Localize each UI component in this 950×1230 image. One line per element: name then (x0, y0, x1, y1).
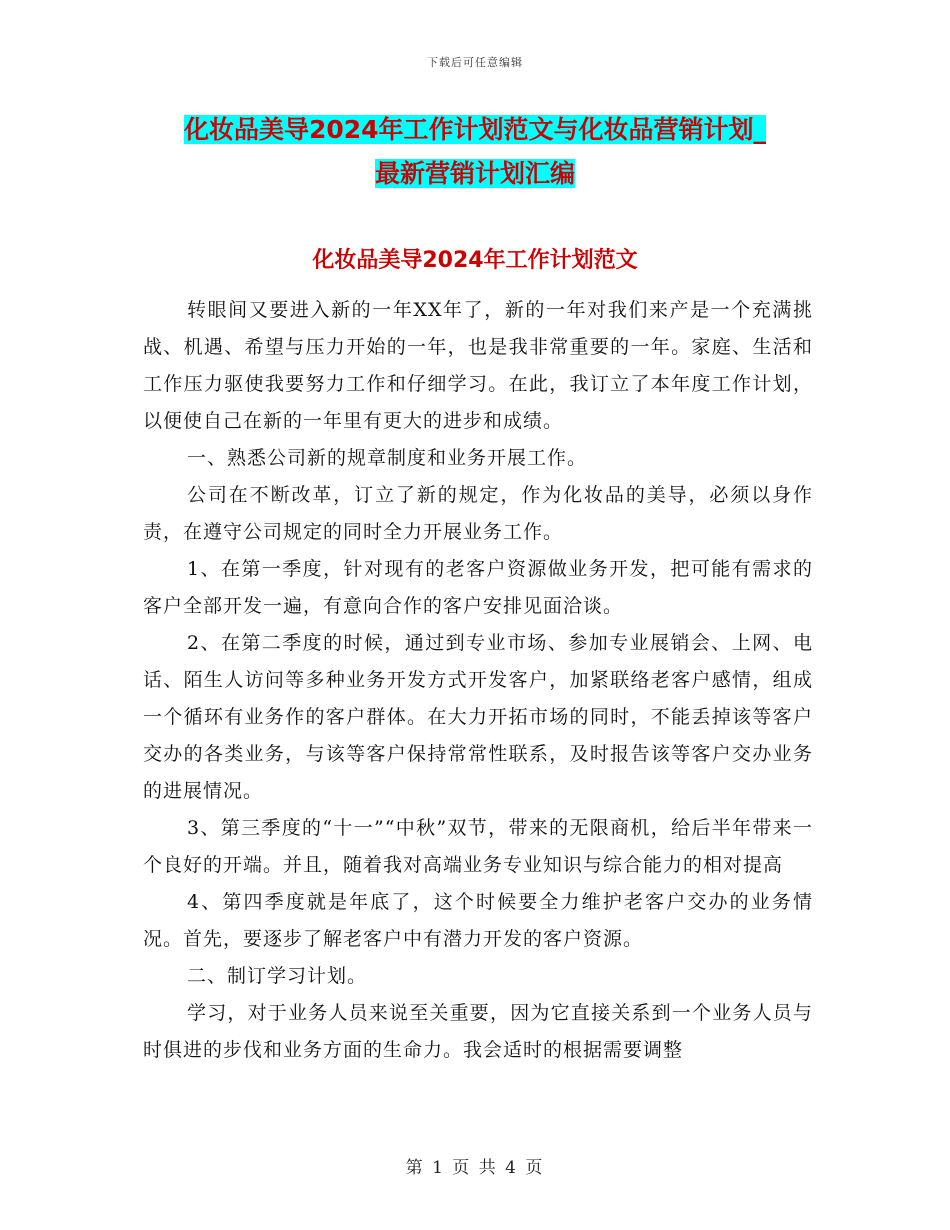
paragraph: 公司在不断改革，订立了新的规定，作为化妆品的美导，必须以身作责，在遵守公司规定的同时全力开展业务工作。 (143, 484, 813, 543)
body-text (143, 292, 813, 1069)
document-title (150, 108, 800, 196)
header-note: 下载后可任意编辑 (427, 56, 523, 69)
paragraph: 学习，对于业务人员来说至关重要，因为它直接关系到一个业务人员与时俱进的步伐和业务方面的生命力。我会适时的根据需要调整 (143, 1002, 813, 1061)
paragraph: 4、第四季度就是年底了，这个时候要全力维护老客户交办的业务情况。首先，要逐步了解老客户中有潜力开发的客户资源。 (143, 891, 813, 950)
paragraph: 2、在第二季度的时候，通过到专业市场、参加专业展销会、上网、电话、陌生人访问等多种业务开发方式开发客户，加紧联络老客户感情，组成一个循环有业务作的客户群体。在大力开拓市场的同时，不能丢掉该等客户交办的各类业务，与该等客户保持常常性联系，及时报告该等客户交办业务的进展情况。 (143, 632, 813, 802)
paragraph: 一、熟悉公司新的规章制度和业务开展工作。 (187, 447, 588, 469)
title-line-1: 化妆品美导2024年工作计划范文与化妆品营销计划_ (183, 115, 767, 144)
section-title: 化妆品美导2024年工作计划范文 (312, 248, 638, 273)
paragraph: 转眼间又要进入新的一年XX年了，新的一年对我们来产是一个充满挑战、机遇、希望与压力开始的一年，也是我非常重要的一年。家庭、生活和工作压力驱使我要努力工作和仔细学习。在此，我订立了本年度工作计划，以便使自己在新的一年里有更大的进步和成绩。 (143, 299, 813, 432)
paragraph: 1、在第一季度，针对现有的老客户资源做业务开发，把可能有需求的客户全部开发一遍，有意向合作的客户安排见面洽谈。 (143, 558, 813, 617)
page-footer: 第 1 页 共 4 页 (405, 1158, 545, 1178)
paragraph: 3、第三季度的“十一”“中秋”双节，带来的无限商机，给后半年带来一个良好的开端。并且，随着我对高端业务专业知识与综合能力的相对提高 (143, 817, 813, 876)
paragraph: 二、制订学习计划。 (187, 965, 368, 987)
title-line-2: 最新营销计划汇编 (374, 159, 575, 188)
